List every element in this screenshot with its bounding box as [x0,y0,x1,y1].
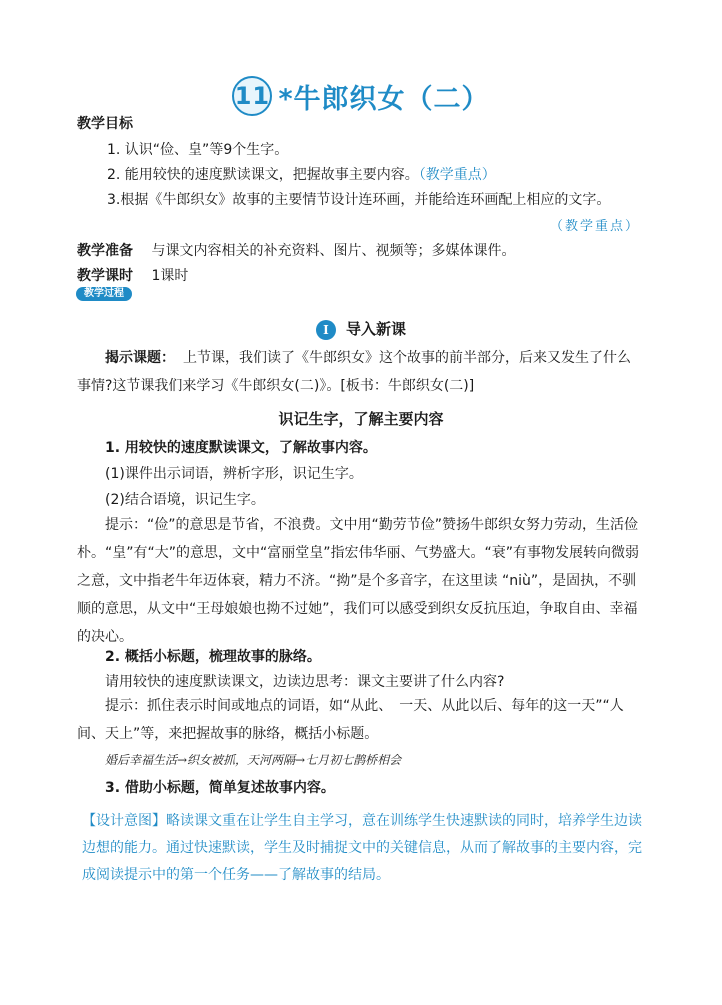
teaching-prep-label: 教学准备 [77,243,133,259]
objective-item-1: 1. 认识“俭、皇”等9个生字。 [107,142,289,158]
key-point-note: （教学重点） [549,219,640,234]
section-numeral-icon: Ⅰ [316,320,336,340]
intro-label: 揭示课题： [105,350,175,366]
teaching-hours-label: 教学课时 [77,268,133,284]
design-intent [82,808,642,889]
tip-1: 提示：“俭”的意思是节省，不浪费。文中用“勤劳节俭”赞扬牛郎织女努力劳动，生活俭朴。“皇”有“大”的意思，文中“富丽堂皇”指宏伟华丽、气势盛大。“衰”有事物发展转向微弱之意，文中指老牛年迈体衰，精力不济。“拗”是个多音字，在这里读 “niù”，是固执，不驯顺的意思，从文中“王母娘娘也拗不过她”，我们可以感受到织女反抗压迫，争取自由、幸福的决心。 [77,517,640,645]
teaching-prep [77,240,515,260]
teaching-hours-text: 1课时 [151,268,189,284]
design-intent-label: 【设计意图】 [82,813,166,829]
teaching-prep-text: 与课文内容相关的补充资料、图片、视频等；多媒体课件。 [151,243,516,259]
intro-text: 上节课，我们读了《牛郎织女》这个故事的前半部分，后来又发生了什么事情?这节课我们来学习《牛郎织女(二)》。[板书：牛郎织女(二)] [77,350,631,394]
lesson-title: *牛郎织女（二） [278,83,490,115]
subsection-title: 识记生字，了解主要内容 [278,410,444,428]
tip-2: 提示：抓住表示时间或地点的词语，如“从此、 一天、从此以后、每年的这一天”“人间、天上”等，来把握故事的脉络，概括小标题。 [77,698,624,742]
page-title [0,76,722,116]
flow-summary: 婚后幸福生活→织女被抓，天河两隔→七月初七鹊桥相会 [105,753,402,767]
objective-item-3: 3.根据《牛郎织女》故事的主要情节设计连环画，并能给连环画配上相应的文字。 [107,192,611,208]
objectives-heading: 教学目标 [77,116,133,132]
design-intent-text: 略读课文重在让学生自主学习，意在训练学生快速默读的同时，培养学生边读边想的能力。通过快速默读，学生及时捕捉文中的关键信息，从而了解故事的主要内容，完成阅读提示中的第一个任务——了解故事的结局。 [82,813,642,883]
intro-paragraph [77,344,642,400]
section-title: 导入新课 [345,320,406,338]
teaching-hours [77,265,188,285]
lesson-number-badge: 11 [232,76,272,116]
key-point-note: （教学重点） [418,167,496,183]
objective-item-2: 2. 能用较快的速度默读课文，把握故事主要内容。（教学重点） [107,167,496,183]
step-2: 2. 概括小标题，梳理故事的脉络。 [105,649,321,665]
step-1a: (1)课件出示词语，辨析字形，识记生字。 [105,466,363,482]
step-1b: (2)结合语境，识记生字。 [105,492,265,508]
step-3: 3. 借助小标题，简单复述故事内容。 [105,780,335,796]
step-2a: 请用较快的速度默读课文，边读边思考：课文主要讲了什么内容? [105,674,505,690]
process-badge: 教学过程 [76,287,132,301]
section-heading [0,318,722,340]
step-1: 1. 用较快的速度默读课文，了解故事内容。 [105,440,377,456]
